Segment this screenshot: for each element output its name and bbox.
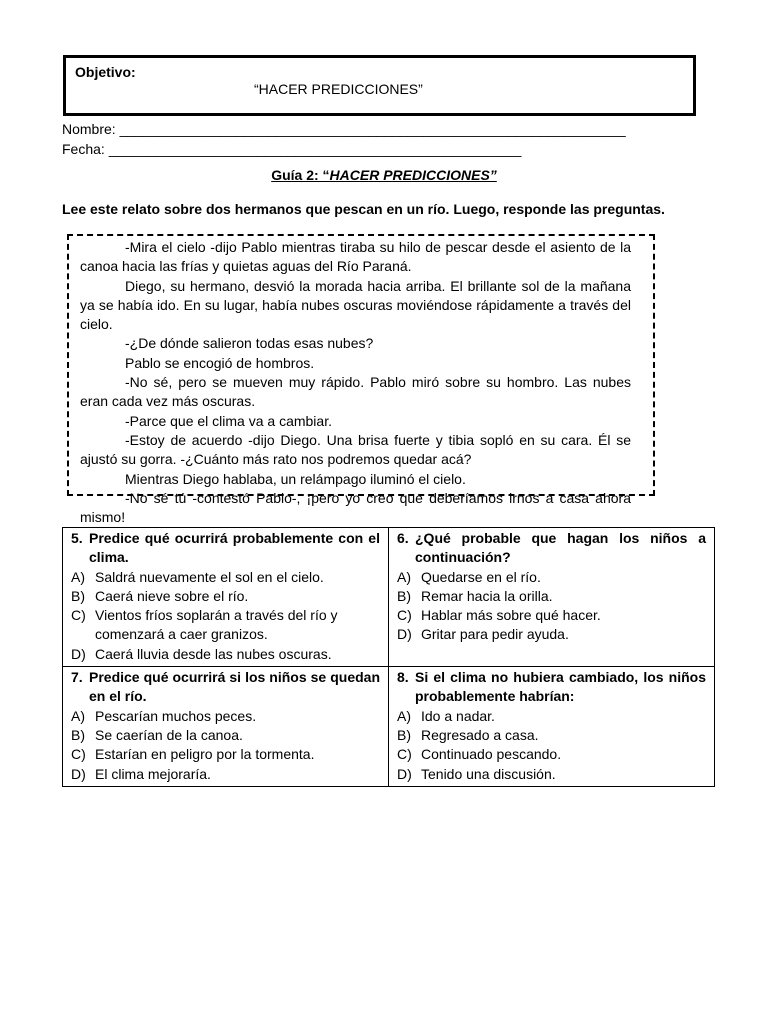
option-letter: A): [397, 707, 411, 724]
option-letter: A): [71, 568, 85, 585]
question-text: Si el clima no hubiera cambiado, los niños probablemente habrían:: [415, 669, 706, 705]
option-text: Regresado a casa.: [421, 726, 539, 743]
story-paragraph: Pablo se encogió de hombros.: [125, 354, 315, 371]
fecha-field[interactable]: Fecha: _____________________________________________________: [62, 141, 522, 157]
instruction-text: Lee este relato sobre dos hermanos que pescan en un río. Luego, responde las preguntas.: [62, 201, 665, 217]
option-c[interactable]: [397, 606, 706, 625]
question-cell-6: [389, 528, 715, 667]
option-letter: D): [71, 765, 86, 782]
question-text: Predice qué ocurrirá si los niños se quedan en el río.: [89, 669, 380, 705]
nombre-field[interactable]: Nombre: _________________________________________________________________: [62, 121, 626, 137]
story-paragraph: -Estoy de acuerdo -dijo Diego. Una brisa fuerte y tibia sopló en su cara. Él se ajustó su gorra. -¿Cuánto más rato nos podremos quedar acá?: [80, 431, 631, 468]
question-header: [71, 529, 380, 568]
table-row: [63, 667, 715, 787]
option-c[interactable]: [71, 606, 380, 645]
story-paragraph: -No sé, pero se mueven muy rápido. Pablo miró sobre su hombro. Las nubes eran cada vez más oscuras.: [80, 374, 631, 410]
option-letter: B): [71, 587, 85, 604]
question-number: 5.: [71, 530, 83, 546]
option-text: Se caerían de la canoa.: [95, 726, 243, 743]
option-letter: B): [397, 587, 411, 604]
option-text: Pescarían muchos peces.: [95, 707, 257, 724]
question-number: 8.: [397, 669, 409, 686]
story-paragraph: -Parce que el clima va a cambiar.: [125, 412, 332, 429]
option-text: El clima mejoraría.: [95, 765, 211, 782]
guia-title-text: HACER PREDICCIONES”: [329, 167, 497, 183]
option-b[interactable]: [397, 726, 706, 745]
questions-table: [62, 527, 715, 787]
option-letter: D): [397, 626, 412, 643]
option-text: Caerá lluvia desde las nubes oscuras.: [95, 645, 332, 662]
option-b[interactable]: [71, 726, 380, 745]
question-cell-8: [389, 667, 715, 787]
option-a[interactable]: [71, 707, 380, 726]
option-c[interactable]: [397, 745, 706, 764]
option-letter: B): [71, 726, 85, 743]
objetivo-box: [63, 55, 696, 116]
option-a[interactable]: [397, 707, 706, 726]
option-d[interactable]: [71, 765, 380, 784]
option-d[interactable]: [397, 765, 706, 784]
option-letter: C): [71, 607, 86, 624]
option-letter: B): [397, 726, 411, 743]
story-paragraph: -Mira el cielo -dijo Pablo mientras tiraba su hilo de pescar desde el asiento de la canoa hacia las frías y quietas aguas del Río Paraná.: [80, 239, 631, 275]
option-c[interactable]: [71, 745, 380, 764]
option-text: Gritar para pedir ayuda.: [421, 626, 569, 643]
story-paragraph: Diego, su hermano, desvió la morada hacia arriba. El brillante sol de la mañana ya se había ido. En su lugar, había nubes oscuras moviéndose rápidamente a través del cielo.: [80, 277, 631, 333]
story-text: [80, 238, 631, 527]
option-letter: C): [71, 746, 86, 763]
option-letter: C): [397, 607, 412, 624]
story-paragraph: -¿De dónde salieron todas esas nubes?: [125, 335, 374, 352]
table-row: [63, 528, 715, 667]
question-header: [397, 668, 706, 707]
option-text: Vientos fríos soplarán a través del río y comenzará a caer granizos.: [95, 607, 338, 643]
option-letter: D): [397, 765, 412, 782]
question-cell-7: [63, 667, 389, 787]
option-text: Caerá nieve sobre el río.: [95, 587, 249, 604]
story-paragraph: Mientras Diego hablaba, un relámpago iluminó el cielo.: [125, 470, 466, 487]
question-cell-5: [63, 528, 389, 667]
option-d[interactable]: [71, 645, 380, 664]
option-letter: D): [71, 645, 86, 662]
guia-title: [0, 167, 768, 183]
option-text: Continuado pescando.: [421, 746, 562, 763]
option-letter: C): [397, 746, 412, 763]
option-text: Estarían en peligro por la tormenta.: [95, 746, 315, 763]
option-text: Ido a nadar.: [421, 707, 495, 724]
option-a[interactable]: [71, 568, 380, 587]
option-b[interactable]: [397, 587, 706, 606]
objetivo-text: “HACER PREDICCIONES”: [254, 81, 423, 97]
question-number: 6.: [397, 530, 409, 546]
option-text: Tenido una discusión.: [421, 765, 556, 782]
option-b[interactable]: [71, 587, 380, 606]
option-text: Hablar más sobre qué hacer.: [421, 607, 601, 624]
objetivo-label: Objetivo:: [75, 64, 136, 80]
option-a[interactable]: [397, 568, 706, 587]
option-text: Remar hacia la orilla.: [421, 587, 553, 604]
story-paragraph: -No sé tú -contestó Pablo-, ¡pero yo creo que deberíamos irnos a casa ahora mismo!: [80, 489, 631, 526]
option-text: Saldrá nuevamente el sol en el cielo.: [95, 568, 324, 585]
option-text: Quedarse en el río.: [421, 568, 541, 585]
option-letter: A): [397, 568, 411, 585]
guia-prefix: Guía 2: “: [271, 167, 330, 183]
question-header: [397, 529, 706, 568]
question-text: Predice qué ocurrirá probablemente con el clima.: [89, 530, 380, 566]
question-text: ¿Qué probable que hagan los niños a continuación?: [415, 530, 706, 566]
question-header: [71, 668, 380, 707]
option-letter: A): [71, 707, 85, 724]
question-number: 7.: [71, 669, 83, 686]
option-d[interactable]: [397, 625, 706, 644]
